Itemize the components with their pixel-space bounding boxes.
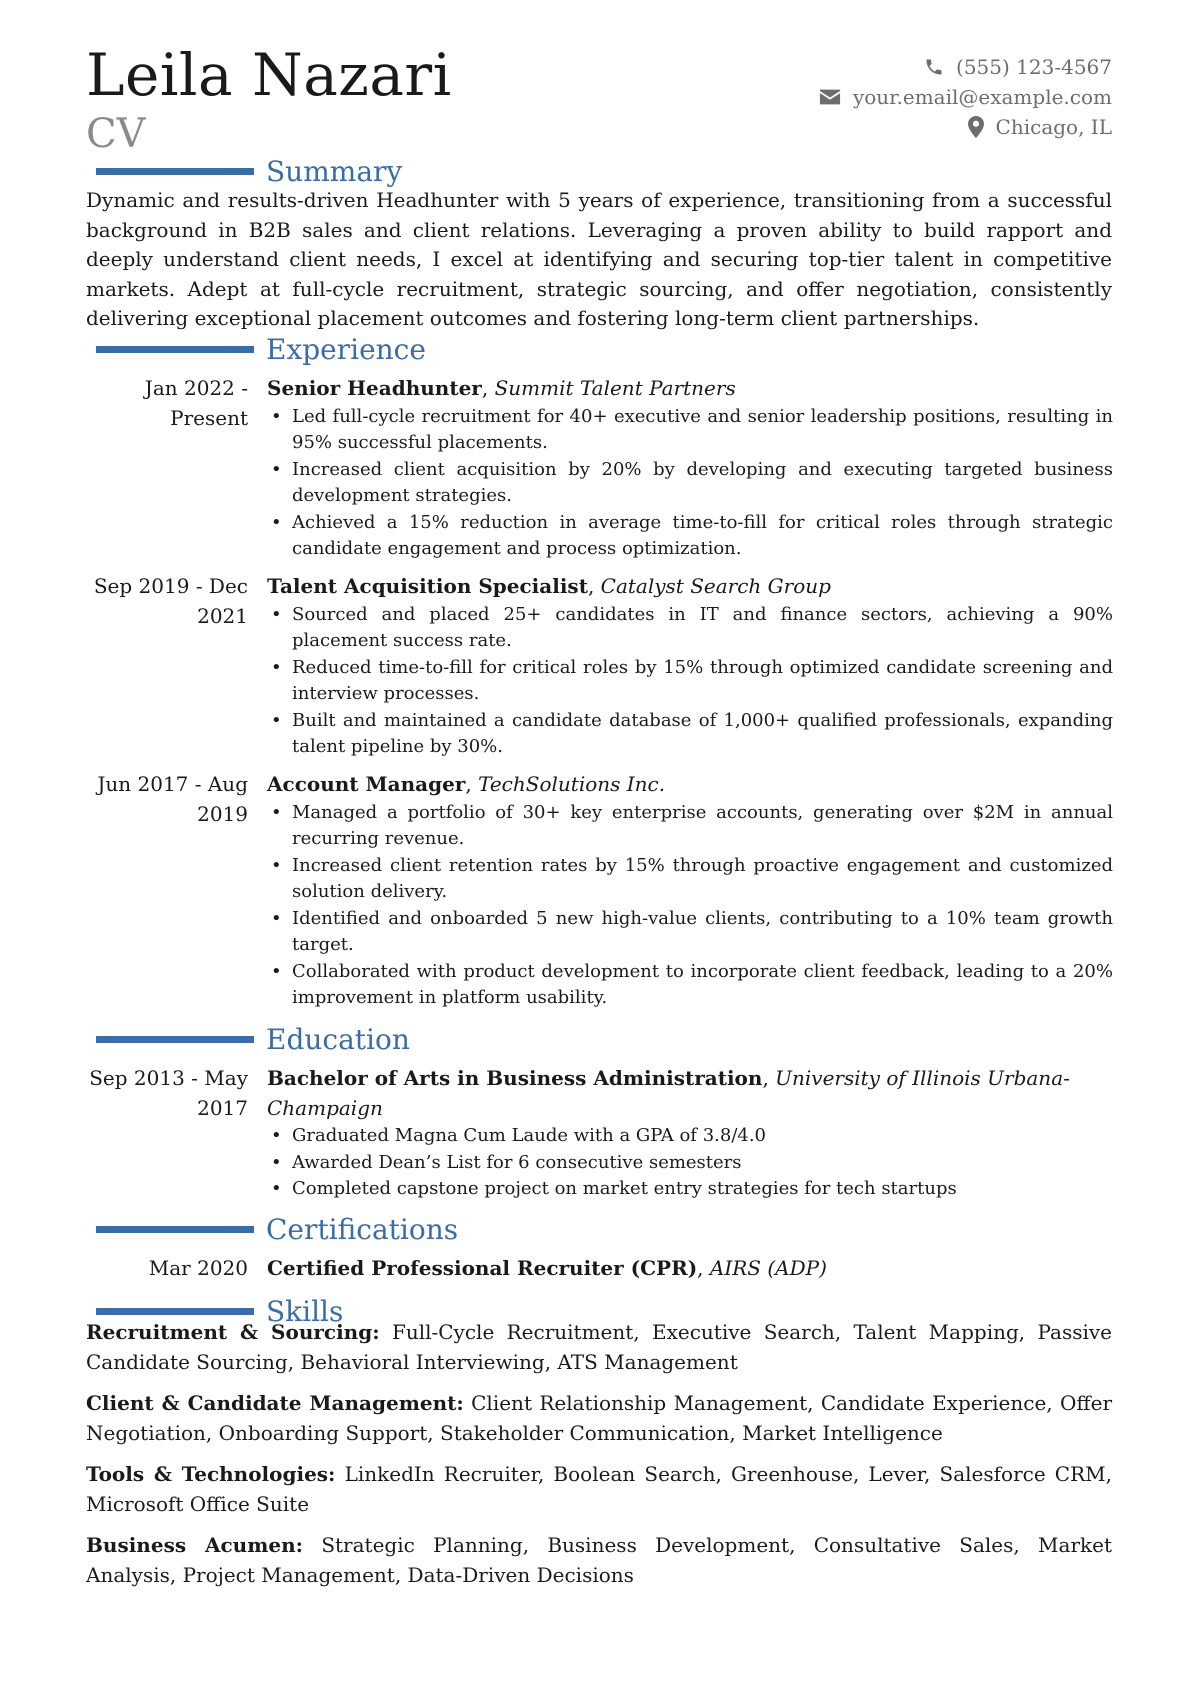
section-rule [96, 168, 254, 175]
job-title: Account Manager [267, 772, 466, 796]
section-rule [96, 1308, 254, 1315]
map-pin-icon [968, 116, 984, 138]
skill-group-items: Full-Cycle Recruitment, Executive Search, Talent Mapping, Passive Candidate Sourcing, Behavioral Interviewing, ATS Management [86, 1320, 1113, 1374]
skill-group-label: Business Acumen: [86, 1533, 304, 1557]
skill-group-items: Client Relationship Management, Candidate Experience, Offer Negotiation, Onboarding Support, Stakeholder Communication, Market Intelligence [86, 1391, 1113, 1445]
bullet-item: • Graduated Magna Cum Laude with a GPA of 3.8/4.0 [267, 1123, 1113, 1150]
bullet-item: • Led full-cycle recruitment for 40+ executive and senior leadership positions, resulting in 95% successful placements. [267, 404, 1113, 457]
bullet-item: • Sourced and placed 25+ candidates in IT and finance sectors, achieving a 90% placement success rate. [267, 602, 1113, 655]
entry-title: Account Manager, TechSolutions Inc. [267, 772, 666, 796]
certification-name: Certified Professional Recruiter (CPR) [267, 1256, 698, 1280]
section-heading-summary: Summary [266, 155, 403, 188]
skill-group-label: Client & Candidate Management: [86, 1391, 464, 1415]
document-type: CV [86, 111, 146, 157]
bullet-item: • Increased client retention rates by 15% through proactive engagement and customized solution delivery. [267, 853, 1113, 906]
entry-date: Sep 2019 - Dec 2021 [93, 574, 248, 628]
bullet-list [267, 602, 1113, 761]
section-heading-experience: Experience [266, 333, 426, 366]
skill-group [86, 1389, 1112, 1448]
entry-title: Bachelor of Arts in Business Administration, University of Illinois Urbana-Champaign [267, 1066, 1070, 1120]
bullet-item: • Completed capstone project on market entry strategies for tech startups [267, 1176, 1113, 1203]
summary-text: Dynamic and results-driven Headhunter with 5 years of experience, transitioning from a successful background in B2B sales and client relations. Leveraging a proven ability to build rapport and deeply understand client needs, I excel at identifying and securing top-tier talent in competitive markets. Adept at full-cycle recruitment, strategic sourcing, and offer negotiation, consistently delivering exceptional placement outcomes and fostering long-term client partnerships. [86, 188, 1112, 330]
section-rule [96, 346, 254, 353]
email-text: your.email@example.com [852, 85, 1112, 109]
company-name: Catalyst Search Group [600, 574, 831, 598]
bullet-item: • Built and maintained a candidate database of 1,000+ qualified professionals, expanding talent pipeline by 30%. [267, 708, 1113, 761]
section-rule [96, 1036, 254, 1043]
entry-date: Mar 2020 [148, 1256, 248, 1280]
section-rule [96, 1226, 254, 1233]
skill-group-items: Strategic Planning, Business Development, Consultative Sales, Market Analysis, Project Management, Data-Driven Decisions [86, 1533, 1112, 1587]
entry-title: Talent Acquisition Specialist, Catalyst Search Group [267, 574, 831, 598]
certification-issuer: AIRS (ADP) [709, 1256, 827, 1280]
entry-date: Jun 2017 - Aug 2019 [97, 772, 248, 826]
skill-group-items: LinkedIn Recruiter, Boolean Search, Greenhouse, Lever, Salesforce CRM, Microsoft Office Suite [86, 1462, 1112, 1516]
section-heading-education: Education [266, 1023, 410, 1056]
entry-date: Jan 2022 - Present [144, 376, 248, 430]
candidate-name: Leila Nazari [86, 41, 452, 109]
phone-text: (555) 123-4567 [956, 55, 1112, 79]
skill-group-label: Tools & Technologies: [86, 1462, 336, 1486]
job-title: Talent Acquisition Specialist [267, 574, 588, 598]
bullet-item: • Collaborated with product development to incorporate client feedback, leading to a 20% improvement in platform usability. [267, 959, 1113, 1012]
bullet-list [267, 1123, 1113, 1203]
section-heading-skills: Skills [266, 1295, 344, 1328]
bullet-list [267, 800, 1113, 1012]
entry-date: Sep 2013 - May 2017 [89, 1066, 248, 1120]
phone-icon [924, 57, 944, 77]
entry-body [267, 1064, 1113, 1203]
bullet-item: • Increased client acquisition by 20% by developing and executing targeted business development strategies. [267, 457, 1113, 510]
contact-block [819, 52, 1112, 142]
entry-title: Senior Headhunter, Summit Talent Partners [267, 376, 736, 400]
bullet-item: • Achieved a 15% reduction in average time-to-fill for critical roles through strategic candidate engagement and process optimization. [267, 510, 1113, 563]
contact-location [819, 112, 1112, 142]
skill-group [86, 1531, 1112, 1590]
skill-group-label: Recruitment & Sourcing: [86, 1320, 380, 1344]
section-heading-certifications: Certifications [266, 1213, 459, 1246]
entry-title: Certified Professional Recruiter (CPR), AIRS (ADP) [267, 1256, 827, 1280]
contact-phone[interactable] [819, 52, 1112, 82]
envelope-icon [819, 88, 841, 106]
bullet-item: • Managed a portfolio of 30+ key enterprise accounts, generating over $2M in annual recurring revenue. [267, 800, 1113, 853]
location-text: Chicago, IL [995, 115, 1112, 139]
entry-body [267, 374, 1113, 563]
company-name: Summit Talent Partners [494, 376, 736, 400]
company-name: TechSolutions Inc. [478, 772, 666, 796]
degree-title: Bachelor of Arts in Business Administration [267, 1066, 763, 1090]
bullet-item: • Reduced time-to-fill for critical roles by 15% through optimized candidate screening and interview processes. [267, 655, 1113, 708]
contact-email[interactable] [819, 82, 1112, 112]
school-name: University of Illinois Urbana-Champaign [267, 1066, 1070, 1120]
skill-group [86, 1318, 1112, 1377]
entry-body [267, 572, 1113, 761]
bullet-item: • Awarded Dean’s List for 6 consecutive semesters [267, 1150, 1113, 1177]
entry-body [267, 1254, 1113, 1284]
skills-list [86, 1318, 1112, 1602]
job-title: Senior Headhunter [267, 376, 482, 400]
entry-body [267, 770, 1113, 1012]
skill-group [86, 1460, 1112, 1519]
bullet-list [267, 404, 1113, 563]
bullet-item: • Identified and onboarded 5 new high-value clients, contributing to a 10% team growth target. [267, 906, 1113, 959]
